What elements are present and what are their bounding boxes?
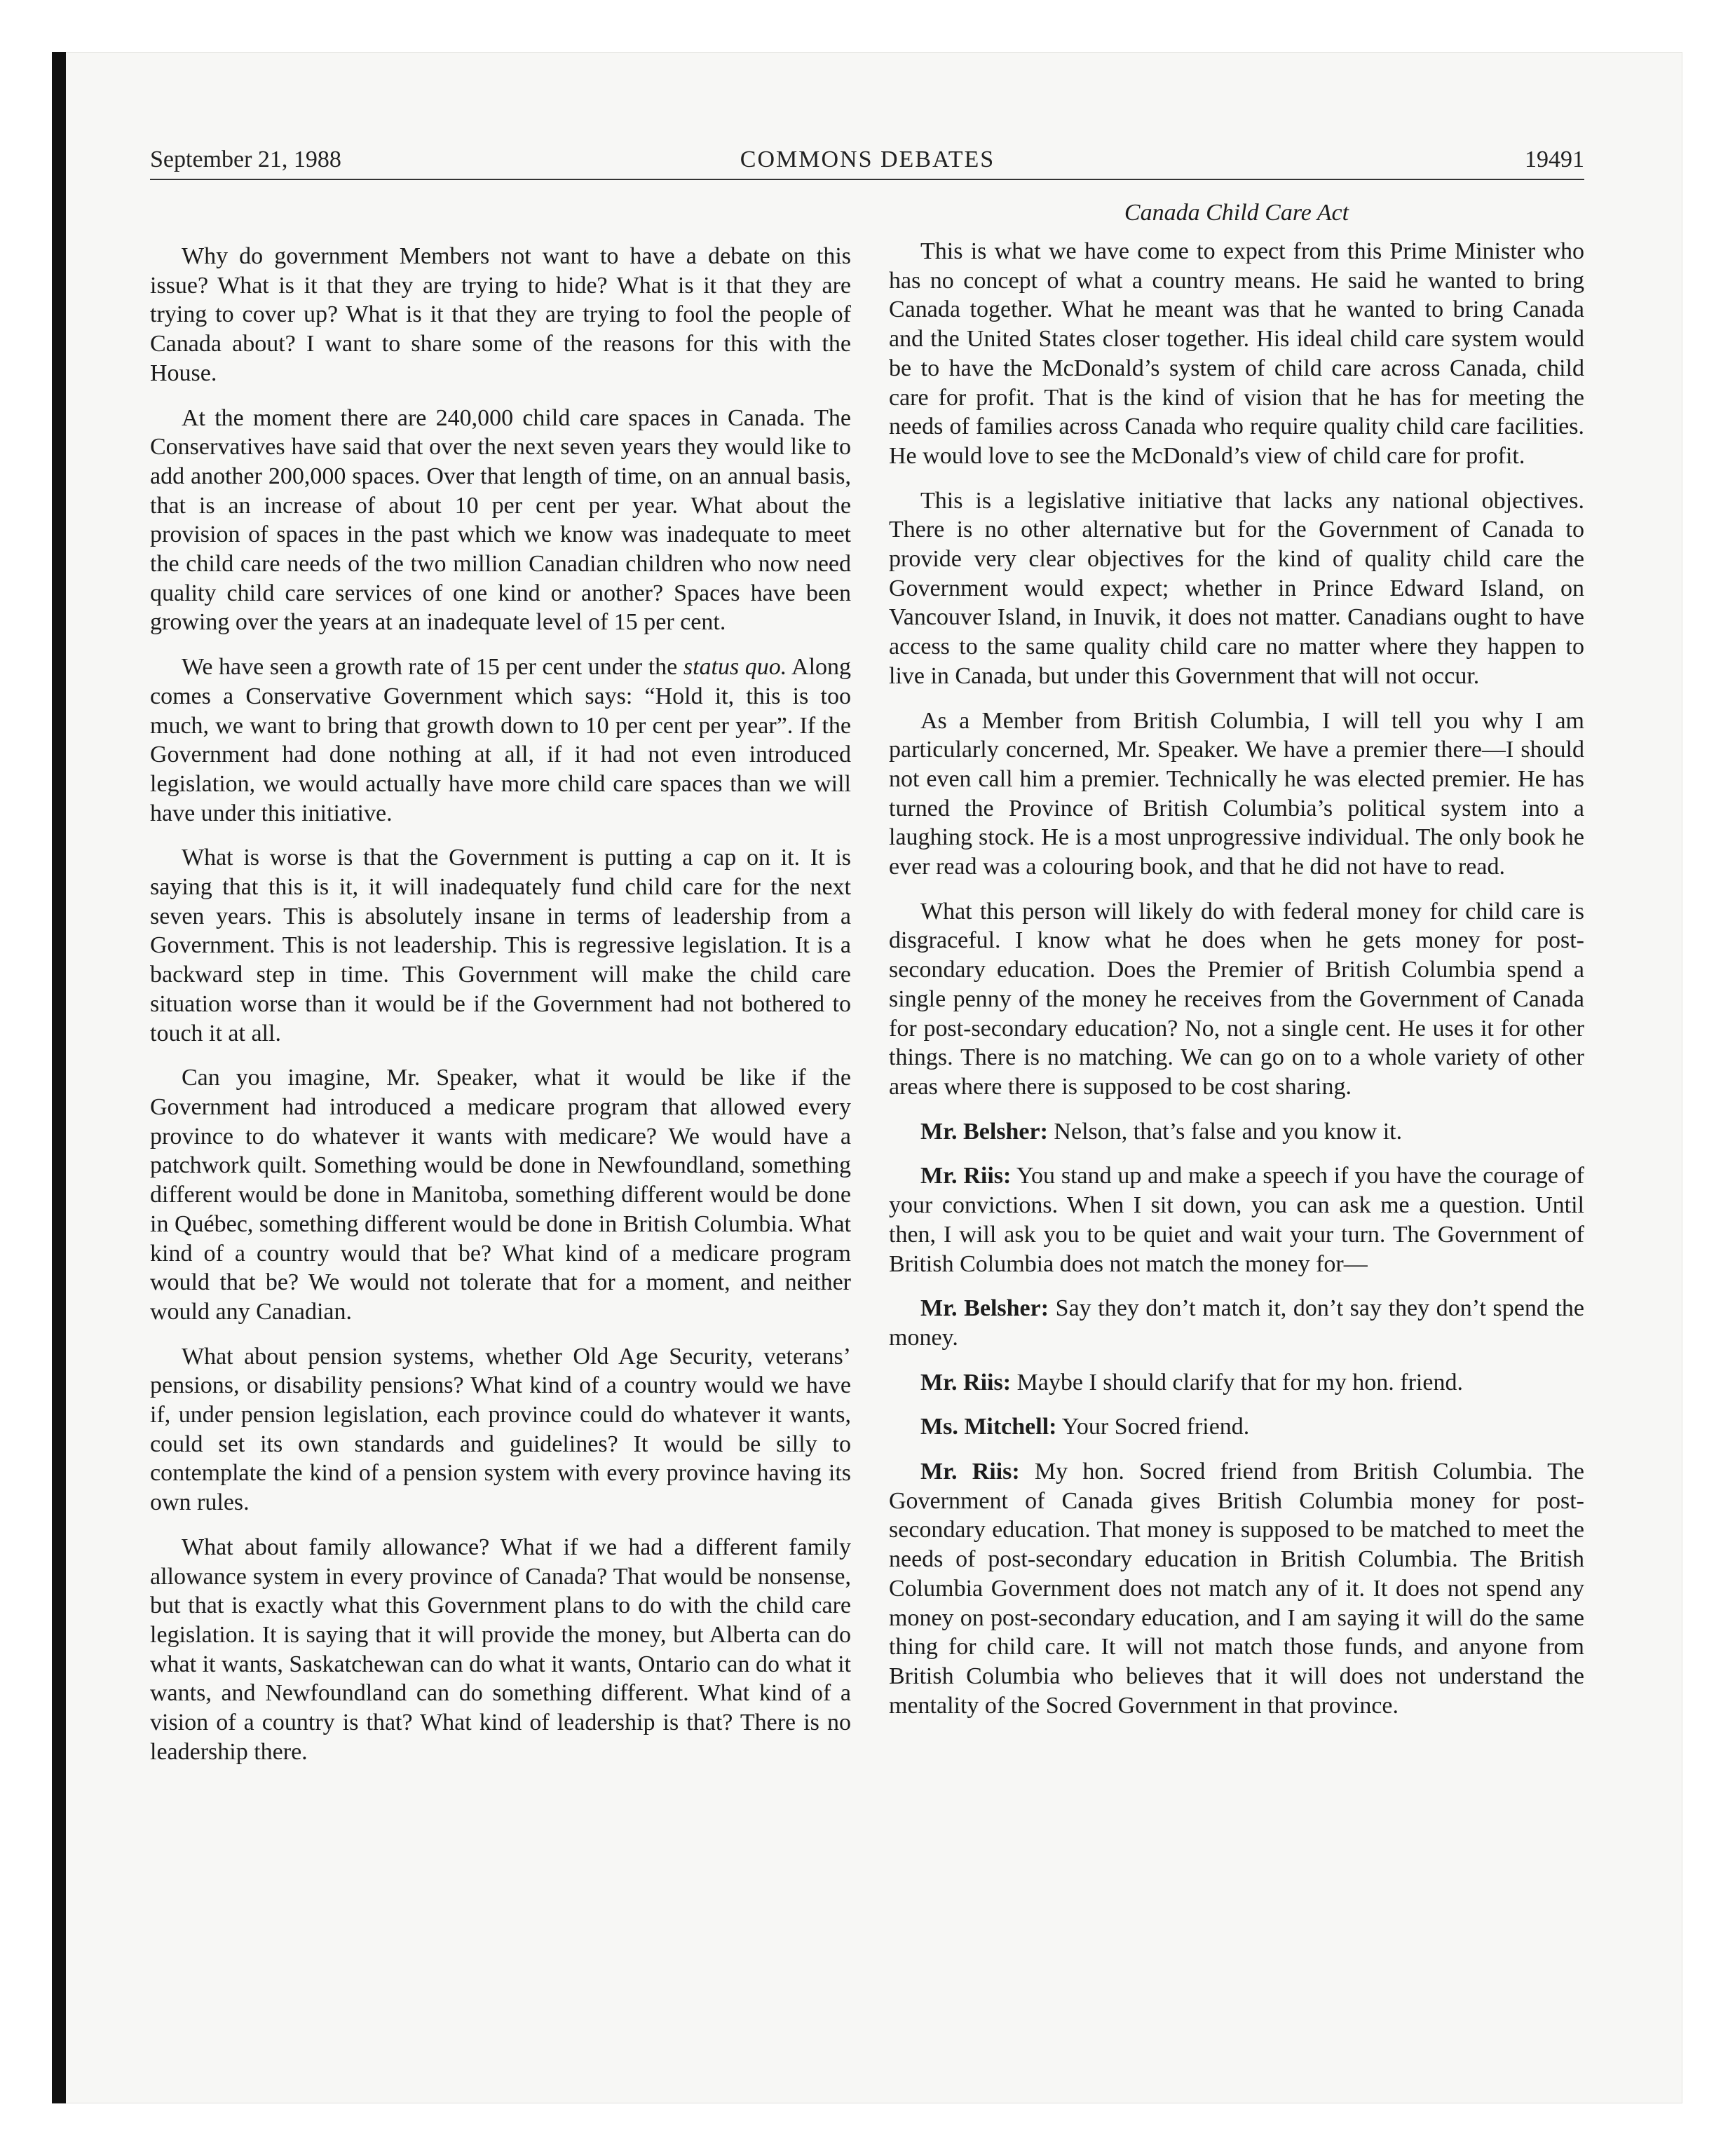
header-title: COMMONS DEBATES	[740, 146, 995, 172]
header-rule	[150, 179, 1584, 180]
paragraph-text: We have seen a growth rate of 15 per cent under the	[182, 654, 683, 681]
speech-text: Nelson, that’s false and you know it.	[1047, 1118, 1403, 1145]
speaker-name: Mr. Belsher:	[920, 1118, 1048, 1145]
speech	[889, 1368, 1584, 1398]
speech	[889, 1117, 1584, 1147]
speech-text: Say they don’t match it, don’t say they don’t spend the money.	[889, 1295, 1585, 1351]
speech-text: Your Socred friend.	[1056, 1414, 1250, 1440]
paragraph	[150, 653, 851, 828]
binding-edge	[52, 52, 66, 2103]
paragraph: This is a legislative initiative that lacks any national objectives. There is no other alternative but for the Government of Canada to provide very clear objectives for the kind of quality child care the Government would expect; whether in Prince Edward Island, on Vancouver Island, in Inuvik, it does not matter. Canadians ought to have access to the same quality child care no matter where they happen to live in Canada, but under this Government that will not occur.	[889, 487, 1584, 689]
paragraph: Why do government Members not want to have a debate on this issue? What is it that they are trying to hide? What is it that they are trying to cover up? What is it that they are trying to fool the people of Canada about? I want to share some of the reasons for this with the House.	[150, 243, 851, 386]
paragraph: Can you imagine, Mr. Speaker, what it would be like if the Government had introduced a medicare program that allowed every province to do whatever it wants with medicare? We would have a patchwork quilt. Something would be done in Newfoundland, something different would be done in Manitoba, something different would be done in Québec, something different would be done in British Columbia. What kind of a country would that be? What kind of a medicare program would that be? We would not tolerate that for a moment, and neither would any Canadian.	[150, 1065, 851, 1325]
speaker-name: Ms. Mitchell:	[920, 1414, 1057, 1440]
speech-text: My hon. Socred friend from British Columbia. The Government of Canada gives British Columbia money for post-secondary education. That money is supposed to be matched to meet the needs of post-secondary education in British Columbia. The British Columbia Government does not match any of it. It does not spend any money on post-secondary education, and I am saying it will do the same thing for child care. It will not match those funds, and anyone from British Columbia who believes that it will does not understand the mentality of the Socred Government in that province.	[889, 1459, 1585, 1719]
running-title: Canada Child Care Act	[1124, 200, 1349, 226]
speech	[889, 1294, 1584, 1352]
speech-text: Maybe I should clarify that for my hon. friend.	[1011, 1369, 1463, 1396]
italic-phrase: status quo.	[683, 654, 787, 681]
speech-text: You stand up and make a speech if you have the courage of your convictions. When I sit down, you can ask me a question. Until then, I will ask you to be quiet and wait your turn. The Government of British Columbia does not match the money for—	[889, 1163, 1585, 1277]
header-date: September 21, 1988	[150, 146, 341, 172]
speech	[889, 1412, 1584, 1442]
paragraph: What this person will likely do with federal money for child care is disgraceful. I know what he does when he gets money for post-secondary education. Does the Premier of British Columbia spend a single penny of the money he receives from the Government of Canada for post-secondary education? No, not a single cent. He uses it for other things. There is no matching. We can go on to a whole variety of other areas where there is supposed to be cost sharing.	[889, 898, 1584, 1100]
speaker-name: Mr. Riis:	[920, 1369, 1012, 1396]
paragraph: This is what we have come to expect from this Prime Minister who has no concept of what a country means. He said he wanted to bring Canada together. What he meant was that he wanted to bring Canada and the United States closer together. His ideal child care system would be to have the McDonald’s system of child care across Canada, child care for profit. That is the kind of vision that he has for meeting the needs of families across Canada who require quality child care facilities. He would love to see the McDonald’s view of child care for profit.	[889, 238, 1584, 469]
paragraph: What about pension systems, whether Old Age Security, veterans’ pensions, or disability pensions? What kind of a country would we have if, under pension legislation, each province could do whatever it wants, could set its own standards and guidelines? It would be silly to contemplate the kind of a pension system with every province having its own rules.	[150, 1343, 851, 1516]
speaker-name: Mr. Riis:	[920, 1459, 1020, 1485]
right-column	[889, 237, 1584, 1735]
paragraph: As a Member from British Columbia, I will tell you why I am particularly concerned, Mr. Speaker. We have a premier there—I should not even call him a premier. Technically he was elected premier. He has turned the Province of British Columbia’s political system into a laughing stock. He is a most unprogressive individual. The only book he ever read was a colouring book, and that he did not have to read.	[889, 707, 1584, 880]
paragraph: What about family allowance? What if we had a different family allowance system in every province of Canada? That would be nonsense, but that is exactly what this Government plans to do with the child care legislation. It is saying that it will provide the money, but Alberta can do what it wants, Saskatchewan can do what it wants, Ontario can do what it wants, and Newfoundland can do something different. What kind of a vision of a country is that? What kind of leadership is that? There is no leadership there.	[150, 1534, 851, 1765]
page-number: 19491	[1525, 146, 1584, 172]
speech	[889, 1161, 1584, 1278]
speech	[889, 1457, 1584, 1720]
paragraph: What is worse is that the Government is putting a cap on it. It is saying that this is it, it will inadequately fund child care for the next seven years. This is absolutely insane in terms of leadership from a Government. This is not leadership. This is regressive legislation. It is a backward step in time. This Government will make the child care situation worse than it would be if the Government had not bothered to touch it at all.	[150, 845, 851, 1046]
paragraph: At the moment there are 240,000 child care spaces in Canada. The Conservatives have said that over the next seven years they would like to add another 200,000 spaces. Over that length of time, on an annual basis, that is an increase of about 10 per cent per year. What about the provision of spaces in the past which we know was inadequate to meet the child care needs of the two million Canadian children who now need quality child care services of one kind or another? Spaces have been growing over the years at an inadequate level of 15 per cent.	[150, 404, 851, 636]
speaker-name: Mr. Riis:	[920, 1163, 1012, 1189]
paragraph-text: Along comes a Conservative Government which says: “Hold it, this is too much, we want to bring that growth down to 10 per cent per year”. If the Government had done nothing at all, if it had not even introduced legislation, we would actually have more child care spaces than we will have under this initiative.	[150, 654, 852, 826]
speaker-name: Mr. Belsher:	[920, 1295, 1049, 1322]
left-column	[150, 242, 851, 1782]
